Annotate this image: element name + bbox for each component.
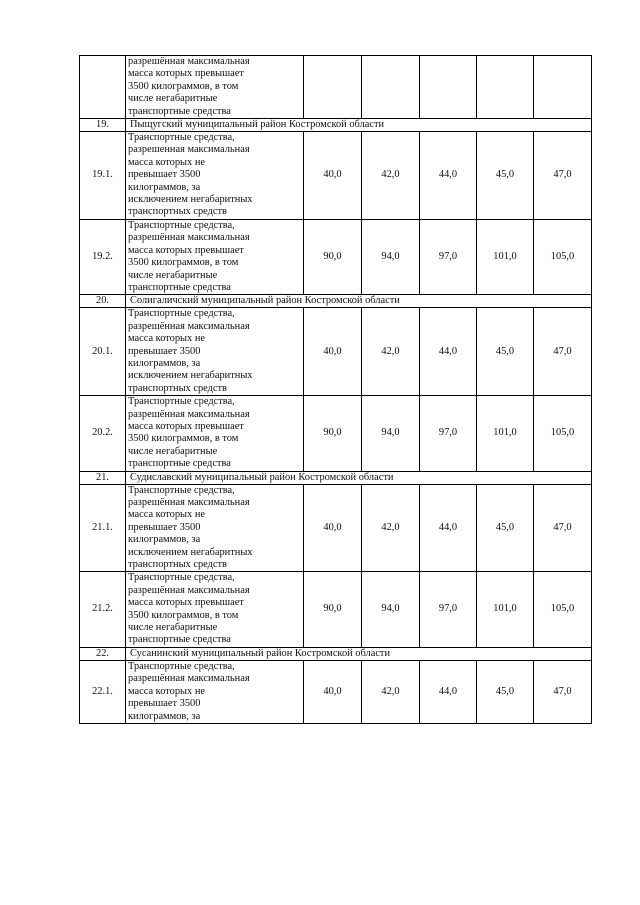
description-line: килограммов, за (128, 181, 201, 193)
description-line: Транспортные средства, (128, 660, 235, 672)
rate-value: 94,0 (362, 396, 420, 471)
rate-value (362, 56, 420, 119)
description-line: Транспортные средства, (128, 132, 235, 144)
description-line: масса которых не (128, 156, 205, 168)
description-line: разрешённая максимальная (128, 584, 250, 596)
description-line: числе негабаритные (128, 445, 218, 457)
tariff-table (79, 55, 592, 724)
description-line: 3500 килограммов, в том (128, 609, 239, 621)
table-row (80, 396, 592, 471)
rate-value (304, 56, 362, 119)
description-line: масса которых превышает (128, 244, 244, 256)
description-line: 3500 килограммов, в том (128, 80, 239, 92)
description-line: разрешённая максимальная (128, 408, 250, 420)
vehicle-description (126, 396, 304, 471)
description-line: Транспортные средства, (128, 484, 235, 496)
vehicle-description (126, 56, 304, 119)
description-line: масса которых превышает (128, 420, 244, 432)
rate-value: 101,0 (477, 396, 534, 471)
vehicle-description (126, 572, 304, 647)
rate-value: 44,0 (420, 660, 477, 723)
item-number: 20.1. (80, 308, 126, 396)
rate-value: 45,0 (477, 660, 534, 723)
description-line: разрешённая максимальная (128, 497, 250, 508)
vehicle-description (126, 660, 304, 723)
rate-value: 101,0 (477, 572, 534, 647)
section-row (80, 295, 592, 308)
rate-value: 97,0 (420, 572, 477, 647)
rate-value: 94,0 (362, 572, 420, 647)
item-number: 19.1. (80, 132, 126, 220)
rate-value: 94,0 (362, 219, 420, 294)
section-name: Пыщугский муниципальный район Костромской области (126, 119, 592, 132)
rate-value: 42,0 (362, 484, 420, 572)
rate-value: 90,0 (304, 396, 362, 471)
description-line: транспортные средства (128, 281, 231, 293)
rate-value: 105,0 (534, 219, 592, 294)
description-line: исключением негабаритных (128, 370, 253, 382)
description-line: масса которых превышает (128, 68, 244, 80)
table-row (80, 484, 592, 572)
description-line: килограммов, за (128, 534, 201, 546)
section-number: 21. (80, 471, 126, 484)
rate-value: 101,0 (477, 219, 534, 294)
rate-value: 45,0 (477, 132, 534, 220)
rate-value: 47,0 (534, 660, 592, 723)
description-line: разрешённая максимальная (128, 232, 250, 244)
description-line: масса которых не (128, 509, 205, 521)
description-line: Транспортные средства, (128, 219, 235, 231)
section-name: Сусанинский муниципальный район Костромской области (126, 647, 592, 660)
rate-value: 42,0 (362, 308, 420, 396)
item-number: 21.1. (80, 484, 126, 572)
section-number: 19. (80, 119, 126, 132)
description-line: разрешенная максимальная (128, 144, 250, 156)
rate-value (420, 56, 477, 119)
vehicle-description (126, 484, 304, 572)
rate-value: 44,0 (420, 308, 477, 396)
description-line: исключением негабаритных (128, 546, 253, 558)
rate-value: 47,0 (534, 308, 592, 396)
description-line: транспортных средств (128, 206, 227, 218)
rate-value: 44,0 (420, 132, 477, 220)
rate-value: 40,0 (304, 484, 362, 572)
section-number: 20. (80, 295, 126, 308)
rate-value (534, 56, 592, 119)
section-name: Солигаличский муниципальный район Костромской области (126, 295, 592, 308)
rate-value: 45,0 (477, 308, 534, 396)
description-line: разрешённая максимальная (128, 673, 250, 685)
table-row (80, 660, 592, 723)
vehicle-description (126, 219, 304, 294)
description-line: превышает 3500 (128, 521, 201, 533)
rate-value: 105,0 (534, 572, 592, 647)
table-row (80, 56, 592, 119)
rate-value: 42,0 (362, 660, 420, 723)
rate-value: 105,0 (534, 396, 592, 471)
rate-value (477, 56, 534, 119)
item-number: 21.2. (80, 572, 126, 647)
description-line: Транспортные средства, (128, 308, 235, 320)
rate-value: 40,0 (304, 132, 362, 220)
description-line: транспортных средств (128, 559, 227, 571)
section-row (80, 647, 592, 660)
section-number: 22. (80, 647, 126, 660)
description-line: масса которых не (128, 685, 205, 697)
description-line: килограммов, за (128, 357, 201, 369)
description-line: исключением негабаритных (128, 194, 253, 206)
description-line: числе негабаритные (128, 622, 218, 634)
description-line: разрешённая максимальная (128, 56, 250, 67)
rate-value: 97,0 (420, 219, 477, 294)
section-row (80, 471, 592, 484)
item-number: 20.2. (80, 396, 126, 471)
description-line: Транспортные средства, (128, 572, 235, 584)
section-name: Судиславский муниципальный район Костромской области (126, 471, 592, 484)
vehicle-description (126, 308, 304, 396)
rate-value: 40,0 (304, 660, 362, 723)
description-line: 3500 килограммов, в том (128, 433, 239, 445)
rate-value: 45,0 (477, 484, 534, 572)
table-row (80, 132, 592, 220)
description-line: килограммов, за (128, 710, 201, 722)
description-line: Транспортные средства, (128, 396, 235, 408)
description-line: числе негабаритные (128, 93, 218, 105)
description-line: транспортные средства (128, 458, 231, 470)
rate-value: 47,0 (534, 132, 592, 220)
table-row (80, 219, 592, 294)
item-number (80, 56, 126, 119)
description-line: превышает 3500 (128, 698, 201, 710)
description-line: 3500 килограммов, в том (128, 257, 239, 269)
description-line: превышает 3500 (128, 345, 201, 357)
rate-value: 90,0 (304, 572, 362, 647)
description-line: превышает 3500 (128, 169, 201, 181)
description-line: транспортные средства (128, 634, 231, 646)
table-row (80, 572, 592, 647)
vehicle-description (126, 132, 304, 220)
description-line: разрешённая максимальная (128, 320, 250, 332)
rate-value: 44,0 (420, 484, 477, 572)
description-line: транспортные средства (128, 105, 231, 117)
section-row (80, 119, 592, 132)
description-line: транспортных средств (128, 382, 227, 394)
rate-value: 97,0 (420, 396, 477, 471)
table-row (80, 308, 592, 396)
rate-value: 40,0 (304, 308, 362, 396)
description-line: числе негабаритные (128, 269, 218, 281)
description-line: масса которых превышает (128, 597, 244, 609)
item-number: 19.2. (80, 219, 126, 294)
item-number: 22.1. (80, 660, 126, 723)
rate-value: 90,0 (304, 219, 362, 294)
rate-value: 42,0 (362, 132, 420, 220)
table-body (80, 56, 592, 724)
rate-value: 47,0 (534, 484, 592, 572)
description-line: масса которых не (128, 333, 205, 345)
